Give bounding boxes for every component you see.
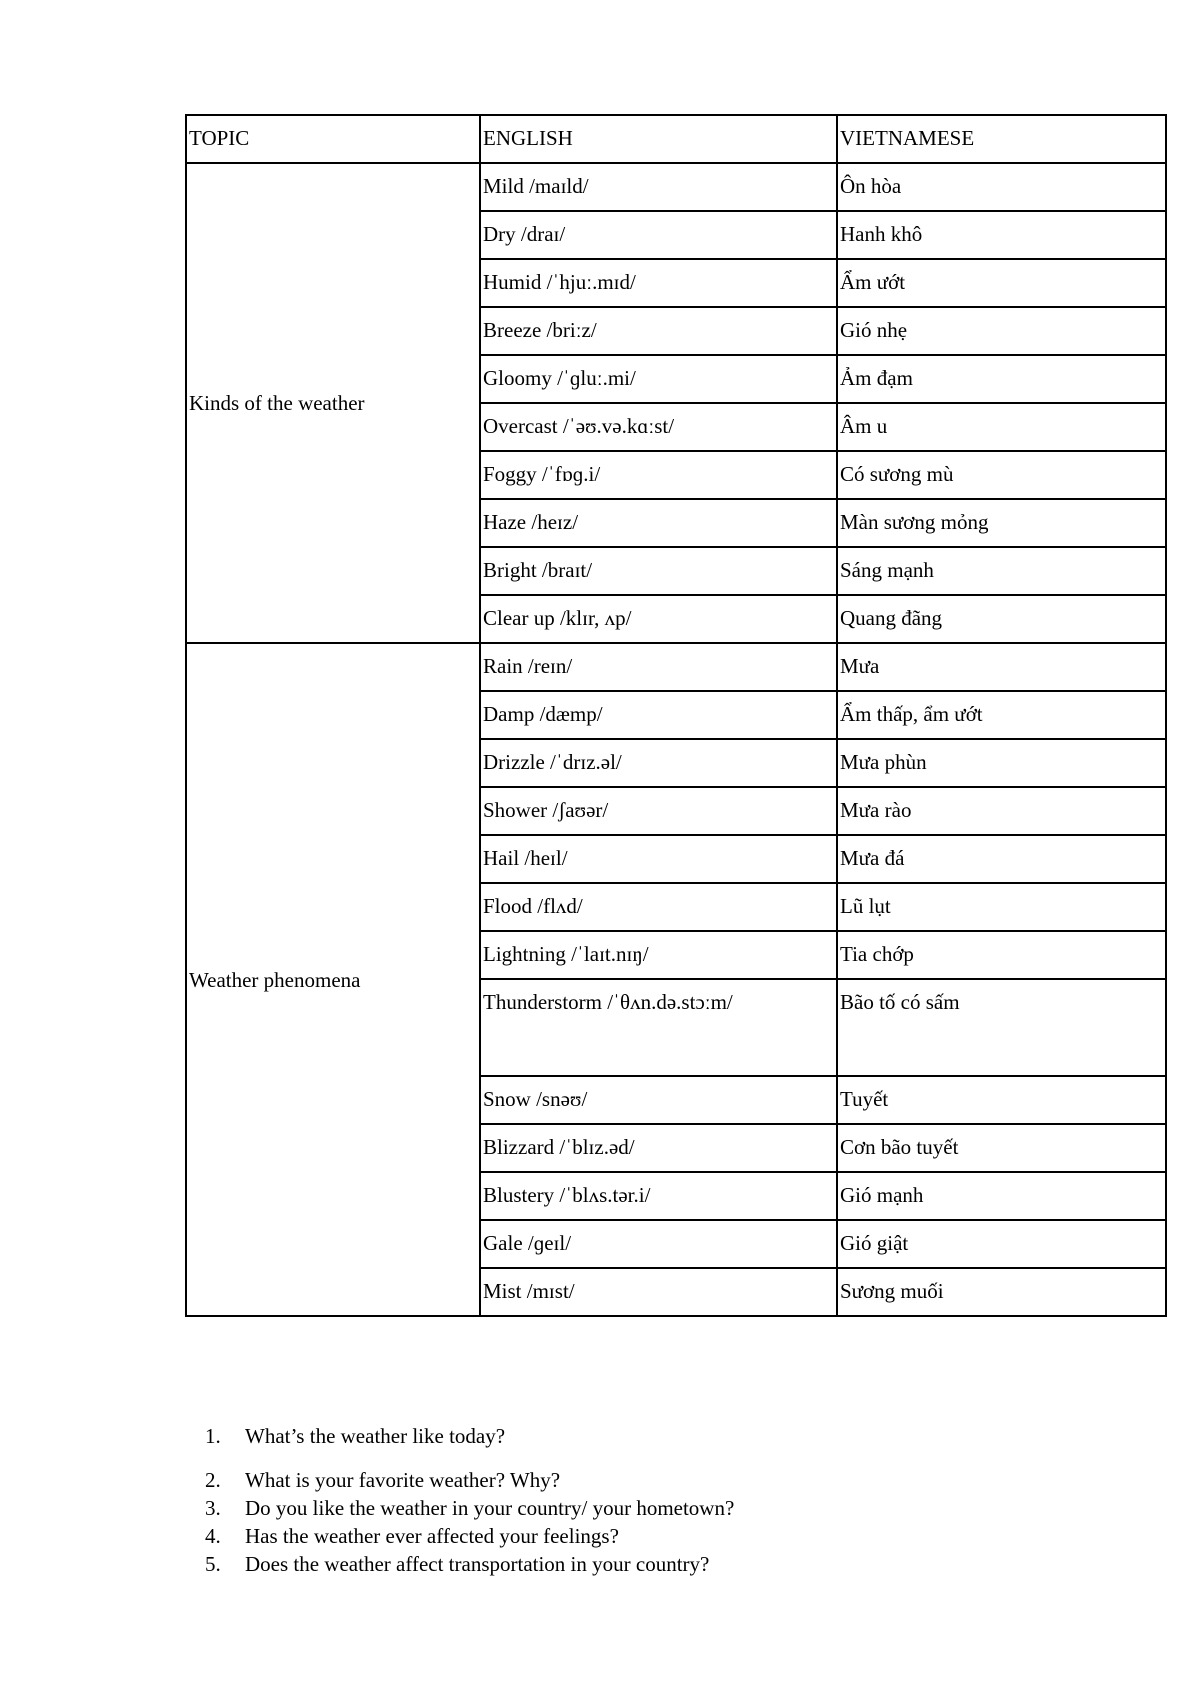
table-header-row — [186, 115, 1166, 163]
question-text: What is your favorite weather? Why? — [245, 1468, 561, 1492]
question-item — [205, 1550, 734, 1578]
vietnamese-term-cell: Sáng mạnh — [837, 547, 1166, 595]
vietnamese-term-cell: Ẩm ướt — [837, 259, 1166, 307]
question-text: Has the weather ever affected your feelings? — [245, 1524, 619, 1548]
english-term-cell: Drizzle /ˈdrɪz.əl/ — [480, 739, 837, 787]
english-term-cell: Breeze /briːz/ — [480, 307, 837, 355]
english-term-cell: Rain /reɪn/ — [480, 643, 837, 691]
question-text: Do you like the weather in your country/ your hometown? — [245, 1496, 735, 1520]
vietnamese-term-cell: Mưa — [837, 643, 1166, 691]
vocabulary-table-body — [186, 115, 1166, 1316]
english-term-cell: Mist /mɪst/ — [480, 1268, 837, 1316]
english-term-cell: Shower /ʃaʊər/ — [480, 787, 837, 835]
discussion-questions — [205, 1422, 734, 1578]
english-term-cell: Gale /ɡeɪl/ — [480, 1220, 837, 1268]
english-term-cell: Blustery /ˈblʌs.tər.i/ — [480, 1172, 837, 1220]
vietnamese-term-cell: Có sương mù — [837, 451, 1166, 499]
english-term-cell: Bright /braɪt/ — [480, 547, 837, 595]
english-term-cell: Humid /ˈhjuː.mɪd/ — [480, 259, 837, 307]
header-vietnamese: VIETNAMESE — [837, 115, 1166, 163]
english-term-cell: Snow /snəʊ/ — [480, 1076, 837, 1124]
question-item — [205, 1422, 734, 1450]
question-text: What’s the weather like today? — [245, 1424, 506, 1448]
question-number: 1. — [205, 1424, 221, 1448]
question-number: 4. — [205, 1524, 221, 1548]
english-term-cell: Hail /heɪl/ — [480, 835, 837, 883]
question-item — [205, 1522, 734, 1550]
header-topic: TOPIC — [186, 115, 480, 163]
vocabulary-table — [185, 114, 1167, 1317]
english-term-cell: Blizzard /ˈblɪz.əd/ — [480, 1124, 837, 1172]
english-term-cell: Mild /maɪld/ — [480, 163, 837, 211]
question-text: Does the weather affect transportation in your country? — [245, 1552, 710, 1576]
english-term-cell: Overcast /ˈəʊ.və.kɑːst/ — [480, 403, 837, 451]
english-term-cell: Flood /flʌd/ — [480, 883, 837, 931]
topic-cell: Kinds of the weather — [186, 163, 480, 643]
topic-cell: Weather phenomena — [186, 643, 480, 1316]
vietnamese-term-cell: Mưa rào — [837, 787, 1166, 835]
vietnamese-term-cell: Bão tố có sấm — [837, 979, 1166, 1076]
vietnamese-term-cell: Gió giật — [837, 1220, 1166, 1268]
vietnamese-term-cell: Màn sương mỏng — [837, 499, 1166, 547]
vietnamese-term-cell: Ẩm thấp, ẩm ướt — [837, 691, 1166, 739]
table-row — [186, 643, 1166, 691]
vietnamese-term-cell: Quang đãng — [837, 595, 1166, 643]
vietnamese-term-cell: Tia chớp — [837, 931, 1166, 979]
english-term-cell: Gloomy /ˈɡluː.mi/ — [480, 355, 837, 403]
vietnamese-term-cell: Hanh khô — [837, 211, 1166, 259]
vietnamese-term-cell: Ôn hòa — [837, 163, 1166, 211]
question-number: 5. — [205, 1552, 221, 1576]
vietnamese-term-cell: Sương muối — [837, 1268, 1166, 1316]
vietnamese-term-cell: Mưa phùn — [837, 739, 1166, 787]
question-item — [205, 1494, 734, 1522]
vietnamese-term-cell: Tuyết — [837, 1076, 1166, 1124]
english-term-cell — [480, 979, 837, 1076]
question-item — [205, 1466, 734, 1494]
english-term-cell: Foggy /ˈfɒɡ.i/ — [480, 451, 837, 499]
vietnamese-term-cell: Lũ lụt — [837, 883, 1166, 931]
vietnamese-term-cell: Cơn bão tuyết — [837, 1124, 1166, 1172]
english-term-cell: Haze /heɪz/ — [480, 499, 837, 547]
table-row — [186, 163, 1166, 211]
english-term-cell: Damp /dæmp/ — [480, 691, 837, 739]
vietnamese-term-cell: Ảm đạm — [837, 355, 1166, 403]
english-term-cell: Clear up /klɪr, ʌp/ — [480, 595, 837, 643]
question-number: 3. — [205, 1496, 221, 1520]
header-english: ENGLISH — [480, 115, 837, 163]
english-term-cell: Lightning /ˈlaɪt.nɪŋ/ — [480, 931, 837, 979]
english-term-text: Thunderstorm /ˈθʌn.də.stɔːm/ — [483, 990, 733, 1014]
vietnamese-term-cell: Mưa đá — [837, 835, 1166, 883]
vietnamese-term-cell: Gió mạnh — [837, 1172, 1166, 1220]
vietnamese-term-cell: Âm u — [837, 403, 1166, 451]
question-number: 2. — [205, 1468, 221, 1492]
vietnamese-term-cell: Gió nhẹ — [837, 307, 1166, 355]
english-term-cell: Dry /draɪ/ — [480, 211, 837, 259]
